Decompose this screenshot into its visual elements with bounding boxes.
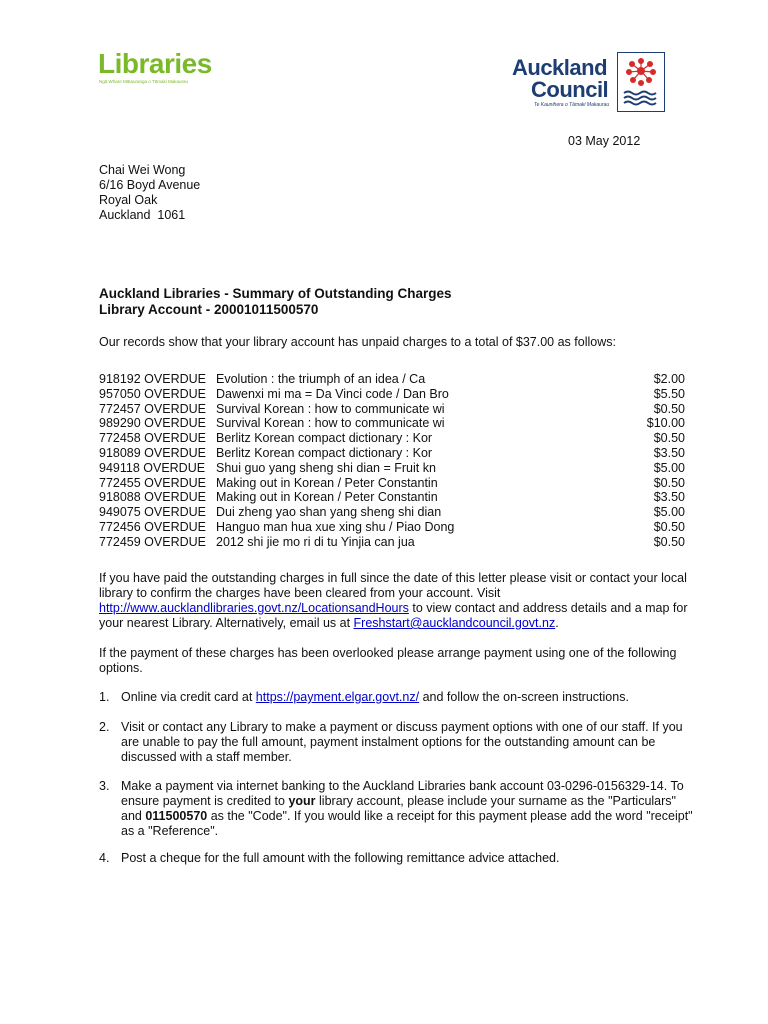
- option-3-text-2: library account, please include your surname as the "Particulars" and: [121, 794, 676, 823]
- letter-heading: [99, 286, 452, 318]
- charge-row: [99, 402, 687, 417]
- charge-code: 949075 OVERDUE: [99, 505, 207, 520]
- charge-code: 918089 OVERDUE: [99, 445, 207, 460]
- recipient-name: Chai Wei Wong: [99, 163, 186, 177]
- freshstart-email-link[interactable]: Freshstart@aucklandcouncil.govt.nz: [353, 616, 556, 630]
- overlooked-paragraph: If the payment of these charges has been overlooked please arrange payment using one of the following options.: [99, 646, 677, 675]
- charge-row: [99, 490, 687, 505]
- charge-amount: $0.50: [653, 431, 685, 446]
- council-tagline: Te Kaunihera o Tāmaki Makaurau: [534, 102, 610, 108]
- charge-title: Dawenxi mi ma = Da Vinci code / Dan Bro: [216, 386, 449, 401]
- charge-amount: $3.50: [653, 445, 685, 460]
- charge-title: Hanguo man hua xue xing shu / Piao Dong: [216, 519, 455, 534]
- charge-row: [99, 476, 687, 491]
- paid-paragraph: [99, 571, 699, 631]
- charge-title: Survival Korean : how to communicate wi: [216, 416, 445, 431]
- charge-row: [99, 372, 687, 387]
- locations-link[interactable]: http://www.aucklandlibraries.govt.nz/LocationsandHours: [99, 601, 409, 615]
- council-logo-line1: Auckland: [512, 55, 608, 80]
- charge-amount: $0.50: [653, 534, 685, 549]
- charge-code: 772456 OVERDUE: [99, 519, 207, 534]
- option-2-number: 2.: [99, 720, 110, 734]
- charge-amount: $5.00: [653, 505, 685, 520]
- charge-title: Berlitz Korean compact dictionary : Kor: [216, 445, 433, 460]
- charge-amount: $0.50: [653, 401, 685, 416]
- option-2-text: Visit or contact any Library to make a payment or discuss payment options with one of our staff. If you are unable to pay the full amount, payment instalment options for the outstanding amount can be discussed with a staff member.: [121, 720, 683, 764]
- paid-text-3: .: [555, 616, 559, 630]
- heading-account: Library Account - 20001011500570: [99, 302, 319, 317]
- charges-list: [99, 372, 687, 550]
- charge-title: Survival Korean : how to communicate wi: [216, 401, 445, 416]
- libraries-tagline: Ngā Whare Mātauranga o Tāmaki Makaurau: [99, 79, 188, 84]
- pohutukawa-emblem-icon: [617, 52, 665, 112]
- charge-amount: $0.50: [653, 475, 685, 490]
- council-logo-line2: Council: [531, 77, 609, 102]
- charge-row: [99, 446, 687, 461]
- option-3-bold-code: 011500570: [145, 809, 208, 823]
- charge-amount: $5.50: [653, 386, 685, 401]
- charge-code: 772457 OVERDUE: [99, 401, 207, 416]
- charge-row: [99, 520, 687, 535]
- option-1: [99, 690, 699, 705]
- charge-code: 989290 OVERDUE: [99, 416, 207, 431]
- charge-title: 2012 shi jie mo ri di tu Yinjia can jua: [216, 534, 415, 549]
- charge-row: [99, 505, 687, 520]
- recipient-city: Auckland 1061: [99, 208, 186, 222]
- charge-title: Evolution : the triumph of an idea / Ca: [216, 372, 426, 386]
- option-3-number: 3.: [99, 779, 110, 793]
- option-3-bold-your: your: [288, 794, 316, 808]
- option-1-text-1: Online via credit card at: [121, 690, 256, 704]
- intro-text: Our records show that your library account has unpaid charges to a total of $37.00 as follows:: [99, 335, 616, 349]
- charge-title: Dui zheng yao shan yang sheng shi dian: [216, 505, 442, 520]
- paid-text-1: If you have paid the outstanding charges in full since the date of this letter please visit or contact your local library to confirm the charges have been cleared from your account. Visit: [99, 571, 687, 600]
- payment-link[interactable]: https://payment.elgar.govt.nz/: [255, 690, 420, 704]
- libraries-logo: Libraries: [98, 48, 212, 79]
- charge-row: [99, 461, 687, 476]
- charge-amount: $5.00: [653, 460, 685, 475]
- charge-code: 772455 OVERDUE: [99, 475, 207, 490]
- option-2: [99, 720, 699, 765]
- letter-date: 03 May 2012: [568, 134, 641, 148]
- charge-code: 918088 OVERDUE: [99, 490, 207, 505]
- charge-code: 949118 OVERDUE: [99, 460, 206, 475]
- option-3-text-1: Make a payment via internet banking to the Auckland Libraries bank account 03-0296-0156329-14. To ensure payment is credited to: [121, 779, 684, 808]
- heading-title: Auckland Libraries - Summary of Outstanding Charges: [99, 286, 452, 301]
- charge-amount: $0.50: [653, 519, 685, 534]
- charge-row: [99, 535, 687, 550]
- recipient-suburb: Royal Oak: [99, 193, 158, 207]
- option-4: [99, 851, 699, 866]
- charge-row: [99, 387, 687, 402]
- option-4-text: Post a cheque for the full amount with the following remittance advice attached.: [121, 851, 560, 865]
- option-1-text-2: and follow the on-screen instructions.: [419, 690, 629, 704]
- charge-title: Shui guo yang sheng shi dian = Fruit kn: [216, 460, 436, 475]
- charge-amount: $10.00: [646, 416, 685, 431]
- charge-title: Making out in Korean / Peter Constantin: [216, 475, 438, 490]
- recipient-address: [99, 163, 200, 223]
- charge-code: 918192 OVERDUE: [99, 372, 207, 386]
- charge-amount: $2.00: [653, 372, 685, 386]
- charge-code: 957050 OVERDUE: [99, 386, 207, 401]
- charge-code: 772459 OVERDUE: [99, 534, 207, 549]
- charge-row: [99, 431, 687, 446]
- charge-title: Making out in Korean / Peter Constantin: [216, 490, 438, 505]
- option-1-number: 1.: [99, 690, 110, 704]
- option-4-number: 4.: [99, 851, 110, 865]
- paid-text-2: to view contact and address details and a map for your nearest Library. Alternatively, email us at: [99, 601, 688, 630]
- charge-amount: $3.50: [653, 490, 685, 505]
- charge-title: Berlitz Korean compact dictionary : Kor: [216, 431, 433, 446]
- charge-row: [99, 416, 687, 431]
- option-3-text-3: as the "Code". If you would like a receipt for this payment please add the word "receipt" as a "Reference".: [121, 809, 693, 838]
- charge-code: 772458 OVERDUE: [99, 431, 207, 446]
- option-3: [99, 779, 699, 839]
- recipient-street: 6/16 Boyd Avenue: [99, 178, 201, 192]
